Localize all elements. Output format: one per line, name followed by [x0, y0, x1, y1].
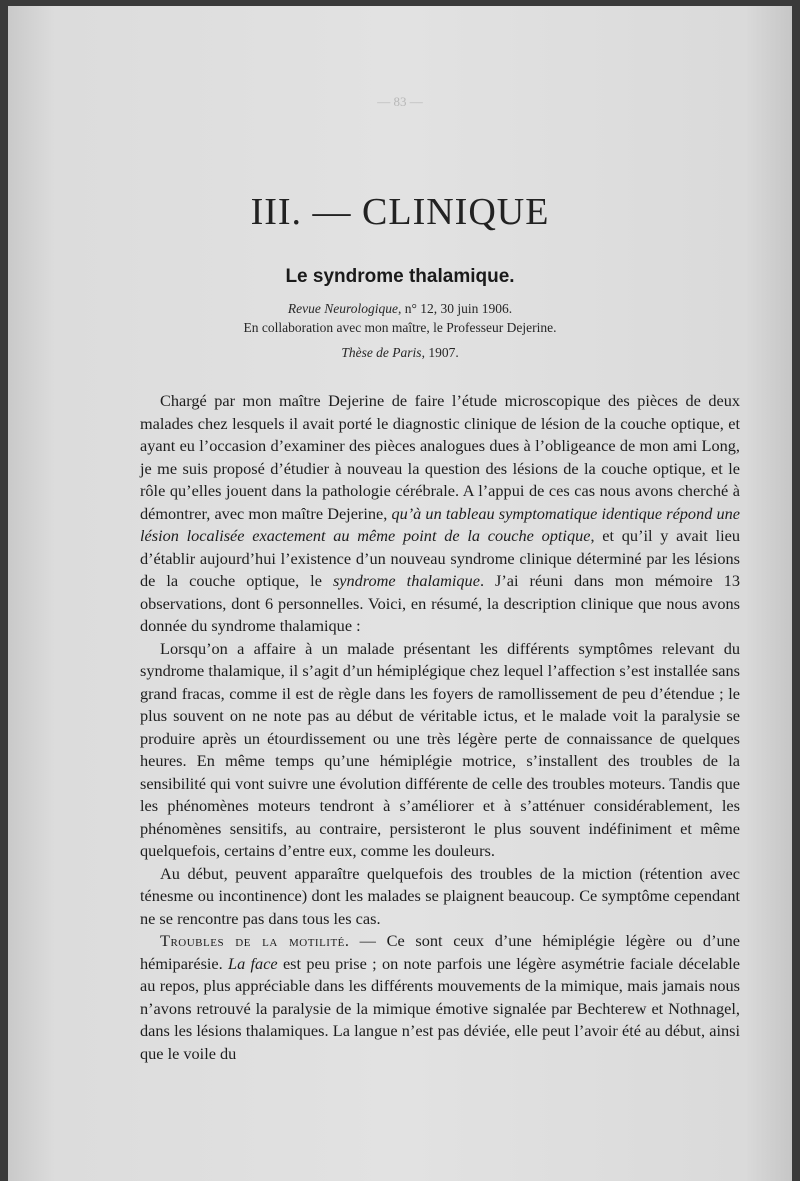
- journal-name: Revue Neurologique: [287, 301, 398, 316]
- page-number: — 83 —: [377, 94, 423, 109]
- text-run: est peu prise ; on note parfois une légère asymétrie faciale décelable au repos, plus appréciable dans les différents mouvements de la mimique, mais jamais nous n’avons retrouvé la paralysie de la mimique émotive signalée par Bechterew et Nothnagel, dans les lésions thalamiques. La langue n’est pas déviée, elle peut l’avoir été au début, ainsi que le voile du: [140, 953, 740, 1063]
- italic-run: La face: [228, 953, 278, 973]
- italic-run: syndrome thalamique: [332, 571, 480, 590]
- reference-thesis: [8, 345, 792, 361]
- italic-run: qu’à un tableau symptomatique identique répond une lésion localisée exactement au même point de la couche optique: [140, 503, 740, 545]
- paragraph-miction: Au début, peuvent apparaître quelquefois des troubles de la miction (rétention avec ténesme ou incontinence) dont les malades se plaignent beaucoup. Ce symptôme cependant ne se rencontre pas dans tous les cas.: [140, 863, 740, 928]
- document-page: [8, 6, 792, 1181]
- thesis-year: , 1907.: [421, 345, 459, 360]
- reference-collaboration: En collaboration avec mon maître, le Professeur Dejerine.: [243, 320, 557, 335]
- article-title: Le syndrome thalamique.: [285, 266, 515, 287]
- paragraph-motilite: [140, 930, 740, 1065]
- subsection-heading: Troubles de la motilité: [160, 931, 345, 950]
- journal-details: , n° 12, 30 juin 1906.: [397, 301, 513, 316]
- thesis-name: Thèse de Paris: [341, 345, 422, 360]
- text-run: . — Ce sont ceux d’une hémiplégie légère ou d’une hémiparésie.: [140, 931, 740, 973]
- reference-journal: [8, 301, 792, 317]
- text-run: Chargé par mon maître Dejerine de faire l’étude microscopique des pièces de deux malades chez lesquels il avait porté le diagnostic clinique de lésion de la couche optique, et ayant eu l’occasion d’examiner des pièces analogues dues à l’obligeance de mon ami Long, je me suis proposé d’étudier à nouveau la question des lésions de la couche optique, et le rôle qu’elles jouent dans la pathologie cérébrale. A l’appui de ces cas nous avons cherché à démontrer, avec mon maître Dejerine,: [140, 391, 740, 523]
- paragraph-intro: [140, 390, 740, 638]
- body-text: [140, 390, 740, 1065]
- paragraph-description: Lorsqu’on a affaire à un malade présentant les différents symptômes relevant du syndrome thalamique, il s’agit d’un hémiplégique chez lequel l’affection s’est installée sans grand fracas, comme il est de règle dans les foyers de ramollissement de peu d’étendue ; le plus souvent on ne note pas au début de véritable ictus, et le malade voit la paralysie se produire après un étourdissement ou une très légère perte de connaissance de quelques heures. En même temps qu’une hémiplégie motrice, s’installent des troubles de la sensibilité qui vont suivre une évolution différente de celle des troubles moteurs. Tandis que les phénomènes moteurs tendront à s’améliorer et à s’atténuer considérablement, les phénomènes sensitifs, au contraire, persisteront le plus souvent indéfiniment et même quelquefois, certains d’entre eux, comme les douleurs.: [140, 638, 740, 860]
- text-run: , et qu’il y avait lieu d’établir aujourd’hui l’existence d’un nouveau syndrome clinique déterminé par les lésions de la couche optique, le: [140, 526, 740, 590]
- text-run: . J’ai réuni dans mon mémoire 13 observations, dont 6 personnelles. Voici, en résumé, la description clinique que nous avons donnée du syndrome thalamique :: [140, 571, 740, 635]
- section-title: III. — CLINIQUE: [250, 191, 550, 233]
